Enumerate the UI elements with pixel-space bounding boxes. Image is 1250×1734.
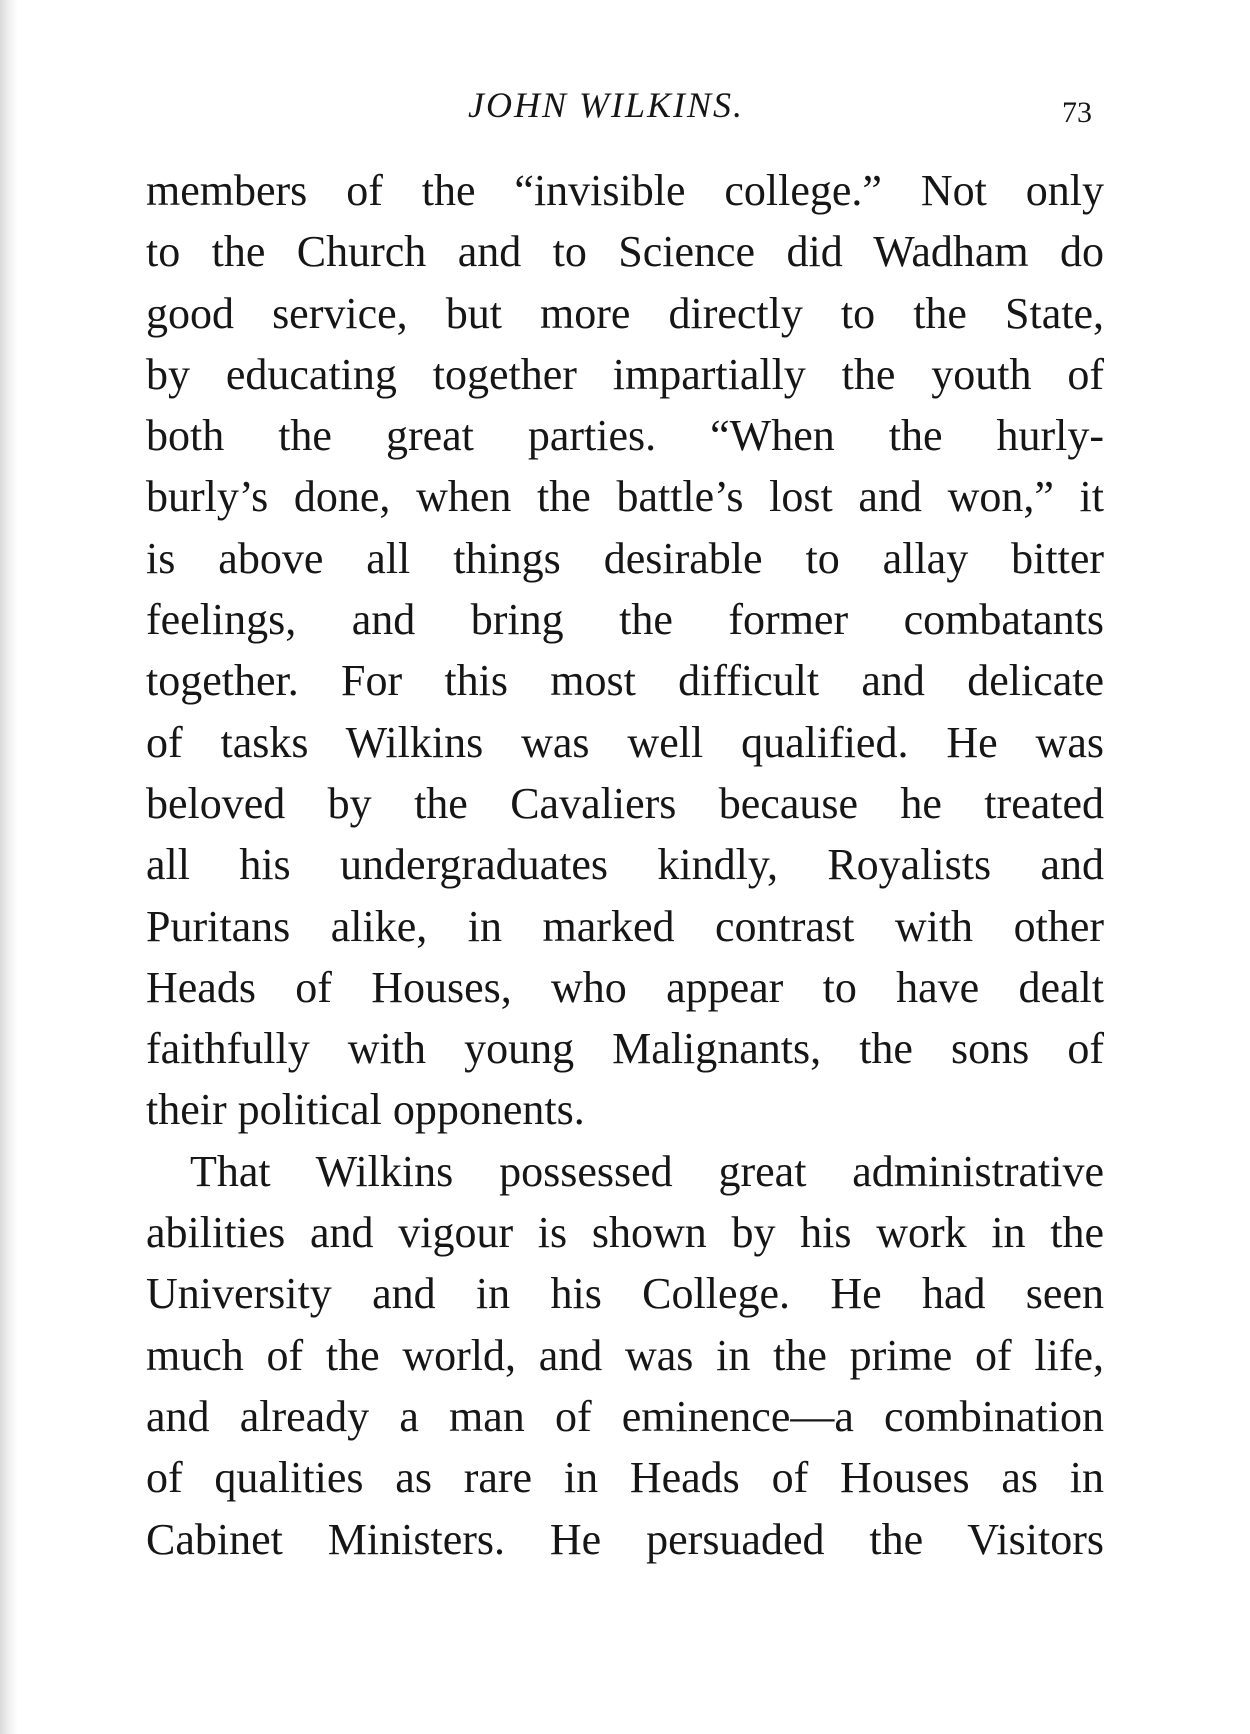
text-line: both the great parties. “When the hurly- <box>146 411 1104 461</box>
text-line: of tasks Wilkins was well qualified. He was <box>146 717 1104 767</box>
text-line: beloved by the Cavaliers because he treated <box>146 778 1104 828</box>
text-line: faithfully with young Malignants, the sons of <box>146 1024 1104 1074</box>
text-line: University and in his College. He had seen <box>146 1269 1104 1319</box>
body-text <box>146 160 1104 1570</box>
text-line: much of the world, and was in the prime of life, <box>146 1330 1104 1380</box>
text-line: burly’s done, when the battle’s lost and won,” it <box>146 472 1104 522</box>
text-line: and already a man of eminence—a combination <box>146 1391 1104 1441</box>
text-line: Cabinet Ministers. He persuaded the Visitors <box>146 1514 1104 1564</box>
text-line: Puritans alike, in marked contrast with other <box>146 901 1104 951</box>
text-line: is above all things desirable to allay bitter <box>146 533 1104 583</box>
text-line: abilities and vigour is shown by his work in the <box>146 1208 1104 1258</box>
text-line: of qualities as rare in Heads of Houses as in <box>146 1453 1104 1503</box>
text-line: That Wilkins possessed great administrative <box>190 1146 1104 1196</box>
text-line: good service, but more directly to the State, <box>146 288 1104 338</box>
text-line: to the Church and to Science did Wadham do <box>146 227 1104 277</box>
text-line: Heads of Houses, who appear to have dealt <box>146 962 1104 1012</box>
text-line: all his undergraduates kindly, Royalists and <box>146 840 1104 890</box>
text-line: feelings, and bring the former combatants <box>146 595 1104 645</box>
page-edge-shadow <box>0 0 18 1734</box>
text-line: their political opponents. <box>146 1085 585 1135</box>
text-line: together. For this most difficult and delicate <box>146 656 1104 706</box>
running-title: JOHN WILKINS. <box>468 85 744 125</box>
running-head <box>0 84 1250 144</box>
page-number: 73 <box>1062 96 1092 129</box>
text-line: by educating together impartially the youth of <box>146 349 1104 399</box>
text-line: members of the “invisible college.” Not only <box>146 166 1104 215</box>
